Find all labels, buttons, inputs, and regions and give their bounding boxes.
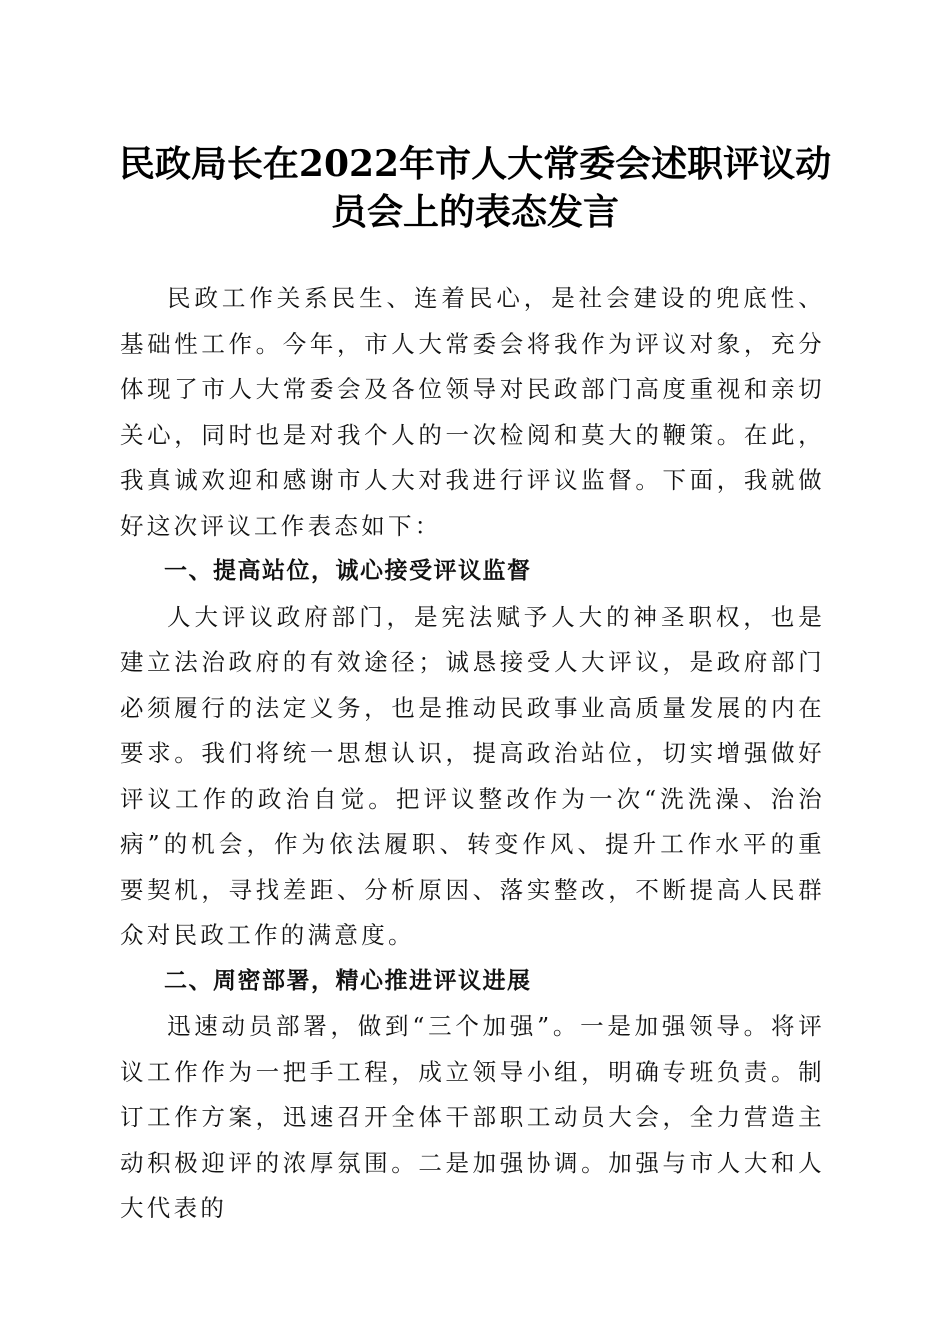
title-line-2: 员会上的表态发言 [330,191,619,233]
document-body [120,276,825,1232]
intro-paragraph: 民政工作关系民生、连着民心，是社会建设的兜底性、基础性工作。今年，市人大常委会将我作为评议对象，充分体现了市人大常委会及各位领导对民政部门高度重视和亲切关心，同时也是对我个人的一次检阅和莫大的鞭策。在此，我真诚欢迎和感谢市人大对我进行评议监督。下面，我就做好这次评议工作表态如下： [120,284,825,540]
section-1-paragraph: 人大评议政府部门，是宪法赋予人大的神圣职权，也是建立法治政府的有效途径；诚恳接受人大评议，是政府部门必须履行的法定义务，也是推动民政事业高质量发展的内在要求。我们将统一思想认识，提高政治站位，切实增强做好评议工作的政治自觉。把评议整改作为一次“洗洗澡、治治病”的机会，作为依法履职、转变作风、提升工作水平的重要契机，寻找差距、分析原因、落实整改，不断提高人民群众对民政工作的满意度。 [120,602,825,949]
title-line-1: 民政局长在2022年市人大常委会述职评议动 [118,143,832,185]
section-heading-1: 一、提高站位，诚心接受评议监督 [164,558,532,584]
document-title [100,140,850,236]
section-2-paragraph: 迅速动员部署，做到“三个加强”。一是加强领导。将评议工作作为一把手工程，成立领导小组，明确专班负责。制订工作方案，迅速召开全体干部职工动员大会，全力营造主动积极迎评的浓厚氛围。二是加强协调。加强与市人大和人大代表的 [120,1012,825,1222]
section-heading-2: 二、周密部署，精心推进评议进展 [164,967,532,994]
